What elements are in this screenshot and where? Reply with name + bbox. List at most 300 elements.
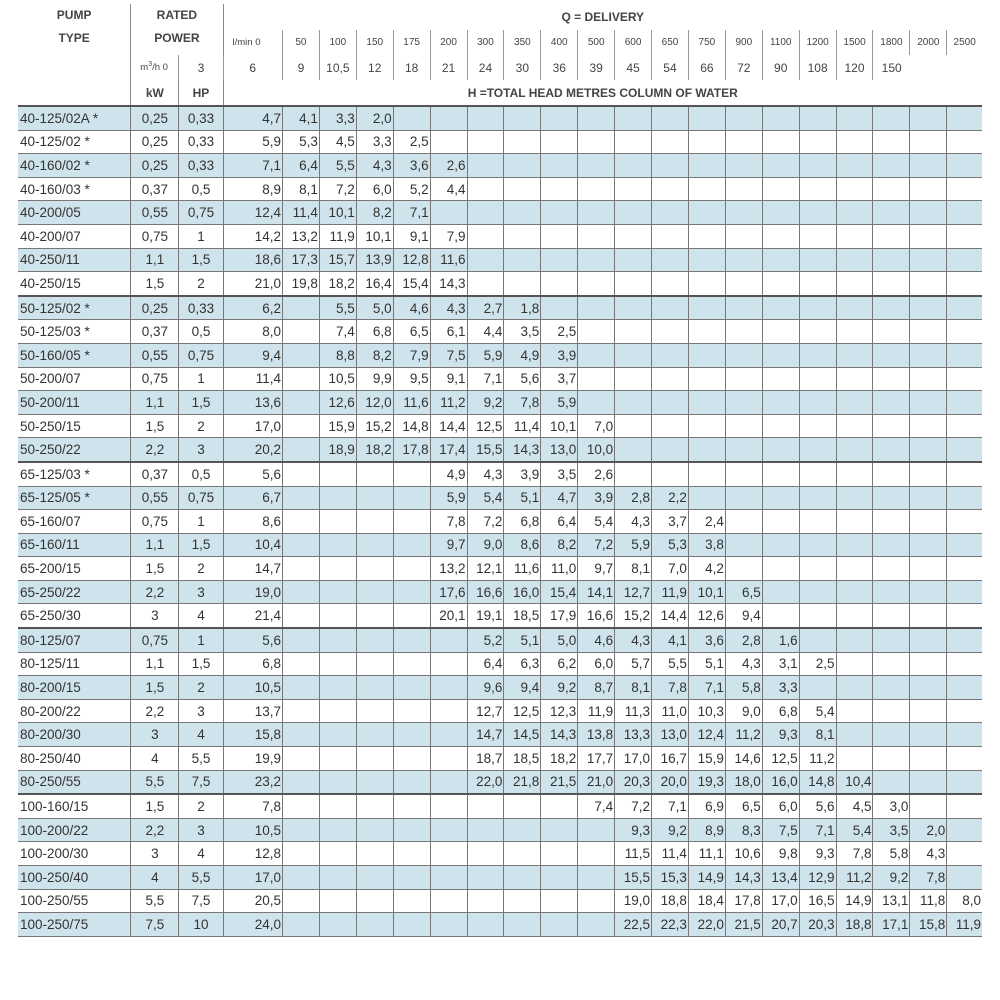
lmin-value: 350: [504, 30, 541, 55]
head-value-cell: [836, 723, 873, 747]
hp-cell: 1: [179, 628, 223, 652]
head-value-cell: [688, 154, 725, 178]
m3h-value: 10,5: [319, 55, 356, 80]
head-value-cell: [725, 391, 762, 415]
hp-header: HP: [179, 80, 223, 106]
pump-type-cell: 50-250/15: [18, 414, 131, 438]
pump-type-cell: 65-250/22: [18, 580, 131, 604]
head-value-cell: [541, 106, 578, 130]
head-value-cell: [356, 794, 393, 818]
head-value-cell: 5,2: [467, 628, 504, 652]
head-value-cell: 4,9: [430, 462, 467, 486]
head-value-cell: [430, 747, 467, 771]
head-value-cell: [615, 106, 652, 130]
table-row: [18, 676, 982, 700]
head-value-cell: 3,8: [688, 533, 725, 557]
head-value-cell: [762, 438, 799, 462]
hp-cell: 0,5: [179, 320, 223, 344]
hp-cell: 0,33: [179, 106, 223, 130]
table-row: [18, 818, 982, 842]
table-row: [18, 106, 982, 130]
head-value-cell: 14,5: [504, 723, 541, 747]
head-value-cell: [430, 106, 467, 130]
head-value-cell: 7,2: [319, 177, 356, 201]
head-value-cell: 15,7: [319, 248, 356, 272]
head-value-cell: [541, 154, 578, 178]
head-value-cell: [799, 343, 836, 367]
hp-cell: 1: [179, 510, 223, 534]
head-value-cell: [615, 224, 652, 248]
head-value-cell: 13,9: [356, 248, 393, 272]
head-value-cell: [430, 676, 467, 700]
head-value-cell: [504, 130, 541, 154]
pump-type-cell: 50-125/03 *: [18, 320, 131, 344]
kw-cell: 7,5: [131, 913, 179, 937]
head-value-cell: 2,0: [356, 106, 393, 130]
head-at-zero-cell: 8,0: [223, 320, 282, 344]
head-value-cell: 17,0: [762, 889, 799, 913]
head-value-cell: 3,0: [873, 794, 910, 818]
head-value-cell: [430, 201, 467, 225]
head-at-zero-cell: 14,7: [223, 557, 282, 581]
table-body: [18, 106, 982, 936]
head-value-cell: [910, 557, 947, 581]
head-value-cell: [947, 154, 982, 178]
hp-cell: 0,75: [179, 201, 223, 225]
head-value-cell: [762, 296, 799, 320]
head-value-cell: [282, 486, 319, 510]
pump-type-cell: 40-125/02 *: [18, 130, 131, 154]
head-value-cell: [873, 391, 910, 415]
head-value-cell: 5,8: [873, 842, 910, 866]
head-value-cell: [947, 866, 982, 890]
head-value-cell: [467, 866, 504, 890]
head-at-zero-cell: 8,9: [223, 177, 282, 201]
kw-cell: 1,1: [131, 391, 179, 415]
head-value-cell: [652, 224, 689, 248]
head-at-zero-cell: 21,0: [223, 272, 282, 296]
head-value-cell: 4,7: [541, 486, 578, 510]
head-value-cell: [393, 652, 430, 676]
head-value-cell: [282, 533, 319, 557]
head-value-cell: [873, 699, 910, 723]
kw-cell: 0,37: [131, 320, 179, 344]
kw-cell: 1,1: [131, 533, 179, 557]
pump-type-cell: 100-250/40: [18, 866, 131, 890]
head-value-cell: [578, 248, 615, 272]
pump-type-cell: 50-250/22: [18, 438, 131, 462]
head-value-cell: [725, 533, 762, 557]
head-value-cell: [319, 913, 356, 937]
head-value-cell: 5,4: [799, 699, 836, 723]
head-value-cell: [652, 343, 689, 367]
head-value-cell: [688, 130, 725, 154]
head-value-cell: [725, 154, 762, 178]
head-value-cell: [504, 866, 541, 890]
head-value-cell: 9,3: [762, 723, 799, 747]
lmin-value: 500: [578, 30, 615, 55]
head-at-zero-cell: 20,5: [223, 889, 282, 913]
head-value-cell: 9,9: [356, 367, 393, 391]
hp-cell: 0,33: [179, 130, 223, 154]
head-value-cell: [947, 818, 982, 842]
head-value-cell: [910, 604, 947, 628]
head-value-cell: 16,6: [578, 604, 615, 628]
head-value-cell: [947, 343, 982, 367]
head-value-cell: [430, 842, 467, 866]
head-value-cell: 9,7: [430, 533, 467, 557]
m3h-value: 9: [282, 55, 319, 80]
head-value-cell: 12,4: [688, 723, 725, 747]
head-value-cell: [319, 510, 356, 534]
head-value-cell: [873, 272, 910, 296]
head-value-cell: [836, 580, 873, 604]
head-value-cell: [541, 794, 578, 818]
head-value-cell: 5,2: [393, 177, 430, 201]
hp-cell: 4: [179, 723, 223, 747]
head-value-cell: 21,0: [578, 770, 615, 794]
head-value-cell: [430, 130, 467, 154]
head-value-cell: 15,5: [467, 438, 504, 462]
m3h-label: $m^3/h$ 0: [131, 55, 179, 80]
head-value-cell: 4,4: [467, 320, 504, 344]
head-value-cell: [430, 770, 467, 794]
head-value-cell: [393, 510, 430, 534]
head-value-cell: [762, 343, 799, 367]
head-value-cell: 12,3: [541, 699, 578, 723]
head-value-cell: 15,8: [910, 913, 947, 937]
head-value-cell: [541, 177, 578, 201]
head-value-cell: [873, 557, 910, 581]
head-value-cell: 4,6: [578, 628, 615, 652]
head-value-cell: [578, 818, 615, 842]
lmin-value: 750: [688, 30, 725, 55]
head-value-cell: [652, 272, 689, 296]
head-at-zero-cell: 5,6: [223, 628, 282, 652]
kw-cell: 4: [131, 866, 179, 890]
head-value-cell: [836, 224, 873, 248]
head-value-cell: 22,0: [688, 913, 725, 937]
head-value-cell: [467, 842, 504, 866]
head-value-cell: [910, 391, 947, 415]
head-value-cell: 9,2: [467, 391, 504, 415]
head-value-cell: 9,4: [725, 604, 762, 628]
head-value-cell: [688, 272, 725, 296]
head-value-cell: 6,1: [430, 320, 467, 344]
head-value-cell: 5,6: [504, 367, 541, 391]
head-value-cell: [799, 177, 836, 201]
head-value-cell: 18,5: [504, 747, 541, 771]
head-value-cell: 10,5: [319, 367, 356, 391]
head-value-cell: [762, 248, 799, 272]
head-value-cell: [319, 794, 356, 818]
hp-cell: 1,5: [179, 652, 223, 676]
head-value-cell: [282, 818, 319, 842]
pump-type-cell: 100-200/30: [18, 842, 131, 866]
head-value-cell: 10,4: [836, 770, 873, 794]
head-at-zero-cell: 15,8: [223, 723, 282, 747]
kw-cell: 1,5: [131, 794, 179, 818]
head-value-cell: [947, 130, 982, 154]
pump-type-cell: 80-250/55: [18, 770, 131, 794]
head-value-cell: 5,3: [652, 533, 689, 557]
head-value-cell: [947, 106, 982, 130]
head-value-cell: [393, 106, 430, 130]
head-value-cell: 13,0: [652, 723, 689, 747]
head-value-cell: [578, 343, 615, 367]
m3h-value: 12: [356, 55, 393, 80]
head-value-cell: [910, 723, 947, 747]
head-value-cell: [615, 391, 652, 415]
head-value-cell: [910, 747, 947, 771]
head-value-cell: 17,1: [873, 913, 910, 937]
head-at-zero-cell: 12,4: [223, 201, 282, 225]
head-value-cell: 9,7: [578, 557, 615, 581]
kw-cell: 0,75: [131, 510, 179, 534]
head-at-zero-cell: 5,6: [223, 462, 282, 486]
head-value-cell: 5,5: [319, 154, 356, 178]
head-value-cell: [282, 580, 319, 604]
head-value-cell: [873, 367, 910, 391]
head-value-cell: [356, 510, 393, 534]
head-value-cell: 2,5: [799, 652, 836, 676]
head-value-cell: [356, 604, 393, 628]
kw-cell: 1,5: [131, 676, 179, 700]
head-value-cell: [615, 201, 652, 225]
head-value-cell: 22,3: [652, 913, 689, 937]
head-value-cell: 16,4: [356, 272, 393, 296]
head-value-cell: 12,5: [762, 747, 799, 771]
head-value-cell: [282, 391, 319, 415]
hp-cell: 3: [179, 438, 223, 462]
head-value-cell: 14,8: [799, 770, 836, 794]
head-value-cell: 12,5: [467, 414, 504, 438]
head-value-cell: [873, 604, 910, 628]
head-value-cell: 14,7: [467, 723, 504, 747]
head-value-cell: [947, 248, 982, 272]
head-value-cell: [910, 438, 947, 462]
kw-cell: 0,25: [131, 130, 179, 154]
head-value-cell: 11,4: [504, 414, 541, 438]
head-value-cell: [393, 604, 430, 628]
pump-type-cell: 100-250/75: [18, 913, 131, 937]
head-value-cell: [725, 367, 762, 391]
head-value-cell: [430, 889, 467, 913]
head-value-cell: [541, 272, 578, 296]
head-value-cell: 10,1: [541, 414, 578, 438]
head-value-cell: [615, 296, 652, 320]
head-value-cell: [836, 201, 873, 225]
hp-cell: 3: [179, 580, 223, 604]
head-at-zero-cell: 21,4: [223, 604, 282, 628]
head-value-cell: 4,3: [356, 154, 393, 178]
head-value-cell: 15,9: [319, 414, 356, 438]
head-value-cell: [393, 486, 430, 510]
head-value-cell: [688, 367, 725, 391]
pump-type-cell: 40-160/02 *: [18, 154, 131, 178]
pump-type-cell: 50-160/05 *: [18, 343, 131, 367]
head-value-cell: [467, 248, 504, 272]
head-value-cell: 4,1: [282, 106, 319, 130]
head-value-cell: 8,9: [688, 818, 725, 842]
head-value-cell: 16,6: [467, 580, 504, 604]
head-value-cell: [615, 438, 652, 462]
head-value-cell: 5,7: [615, 652, 652, 676]
head-value-cell: 5,9: [615, 533, 652, 557]
head-value-cell: 13,2: [430, 557, 467, 581]
hp-cell: 1,5: [179, 391, 223, 415]
head-value-cell: [541, 224, 578, 248]
head-value-cell: [578, 272, 615, 296]
pump-type-cell: 65-160/07: [18, 510, 131, 534]
head-value-cell: [947, 367, 982, 391]
head-value-cell: [947, 842, 982, 866]
hp-cell: 2: [179, 272, 223, 296]
head-value-cell: [836, 414, 873, 438]
head-value-cell: 18,2: [541, 747, 578, 771]
table-row: [18, 438, 982, 462]
head-value-cell: [799, 557, 836, 581]
head-value-cell: 5,1: [504, 628, 541, 652]
m3h-value: 39: [578, 55, 615, 80]
table-row: [18, 866, 982, 890]
head-value-cell: [615, 320, 652, 344]
head-value-cell: [467, 224, 504, 248]
head-value-cell: 8,8: [319, 343, 356, 367]
head-value-cell: 17,0: [615, 747, 652, 771]
kw-cell: 5,5: [131, 889, 179, 913]
head-value-cell: [356, 842, 393, 866]
head-value-cell: 13,4: [762, 866, 799, 890]
table-row: [18, 794, 982, 818]
head-value-cell: [947, 770, 982, 794]
head-value-cell: [725, 320, 762, 344]
kw-cell: 1,1: [131, 652, 179, 676]
hp-cell: 5,5: [179, 866, 223, 890]
pump-type-cell: 50-125/02 *: [18, 296, 131, 320]
hp-cell: 2: [179, 676, 223, 700]
head-value-cell: 11,2: [799, 747, 836, 771]
head-value-cell: [947, 628, 982, 652]
head-value-cell: 3,3: [762, 676, 799, 700]
m3h-value: 45: [615, 55, 652, 80]
head-value-cell: 11,1: [688, 842, 725, 866]
pump-type-line1: PUMP: [56, 8, 92, 22]
pump-type-line2: TYPE: [58, 31, 90, 45]
head-value-cell: [947, 676, 982, 700]
head-value-cell: [799, 462, 836, 486]
head-value-cell: 4,3: [615, 628, 652, 652]
head-value-cell: [947, 580, 982, 604]
head-value-cell: [873, 770, 910, 794]
lmin-value: 175: [393, 30, 430, 55]
head-value-cell: [910, 296, 947, 320]
head-value-cell: [873, 177, 910, 201]
table-row: [18, 248, 982, 272]
head-value-cell: 6,8: [504, 510, 541, 534]
head-value-cell: 2,6: [578, 462, 615, 486]
pump-type-cell: 80-200/30: [18, 723, 131, 747]
head-value-cell: [615, 367, 652, 391]
head-value-cell: 15,4: [393, 272, 430, 296]
head-at-zero-cell: 20,2: [223, 438, 282, 462]
head-value-cell: 9,3: [615, 818, 652, 842]
head-value-cell: [504, 154, 541, 178]
head-value-cell: 4,9: [504, 343, 541, 367]
table-row: [18, 652, 982, 676]
head-value-cell: 19,0: [615, 889, 652, 913]
head-value-cell: [762, 414, 799, 438]
head-value-cell: [688, 201, 725, 225]
head-value-cell: 7,2: [578, 533, 615, 557]
head-value-cell: 17,8: [393, 438, 430, 462]
head-value-cell: 21,5: [725, 913, 762, 937]
head-value-cell: [836, 486, 873, 510]
pump-type-cell: 100-250/55: [18, 889, 131, 913]
table-row: [18, 320, 982, 344]
head-value-cell: [504, 794, 541, 818]
head-value-cell: 8,1: [615, 557, 652, 581]
head-value-cell: [762, 486, 799, 510]
head-value-cell: [762, 272, 799, 296]
head-value-cell: 18,8: [836, 913, 873, 937]
head-value-cell: [836, 628, 873, 652]
head-value-cell: 9,8: [762, 842, 799, 866]
head-value-cell: [615, 248, 652, 272]
head-value-cell: 8,0: [947, 889, 982, 913]
head-value-cell: 7,8: [430, 510, 467, 534]
head-value-cell: [947, 510, 982, 534]
head-value-cell: [356, 628, 393, 652]
m3h-value: 21: [430, 55, 467, 80]
head-value-cell: 3,9: [578, 486, 615, 510]
table-row: [18, 296, 982, 320]
head-value-cell: 14,3: [725, 866, 762, 890]
head-value-cell: 13,2: [282, 224, 319, 248]
head-value-cell: 9,3: [799, 842, 836, 866]
head-at-zero-cell: 14,2: [223, 224, 282, 248]
kw-cell: 1,5: [131, 557, 179, 581]
head-value-cell: 11,6: [393, 391, 430, 415]
head-value-cell: 7,8: [504, 391, 541, 415]
head-value-cell: [873, 320, 910, 344]
head-value-cell: 21,5: [541, 770, 578, 794]
head-value-cell: [615, 414, 652, 438]
head-value-cell: 7,0: [578, 414, 615, 438]
head-value-cell: [504, 106, 541, 130]
head-value-cell: 3,9: [541, 343, 578, 367]
head-value-cell: [910, 154, 947, 178]
lmin-value: 50: [282, 30, 319, 55]
head-value-cell: [319, 557, 356, 581]
head-value-cell: [282, 367, 319, 391]
head-value-cell: 9,5: [393, 367, 430, 391]
head-at-zero-cell: 8,6: [223, 510, 282, 534]
head-value-cell: [356, 818, 393, 842]
lmin-value: 1200: [799, 30, 836, 55]
head-value-cell: [688, 320, 725, 344]
head-value-cell: [910, 367, 947, 391]
head-value-cell: 6,5: [725, 580, 762, 604]
head-value-cell: 18,9: [319, 438, 356, 462]
head-value-cell: [467, 177, 504, 201]
head-value-cell: [725, 177, 762, 201]
head-value-cell: [873, 201, 910, 225]
head-value-cell: [725, 557, 762, 581]
table-row: [18, 130, 982, 154]
head-value-cell: [910, 177, 947, 201]
table-row: [18, 628, 982, 652]
